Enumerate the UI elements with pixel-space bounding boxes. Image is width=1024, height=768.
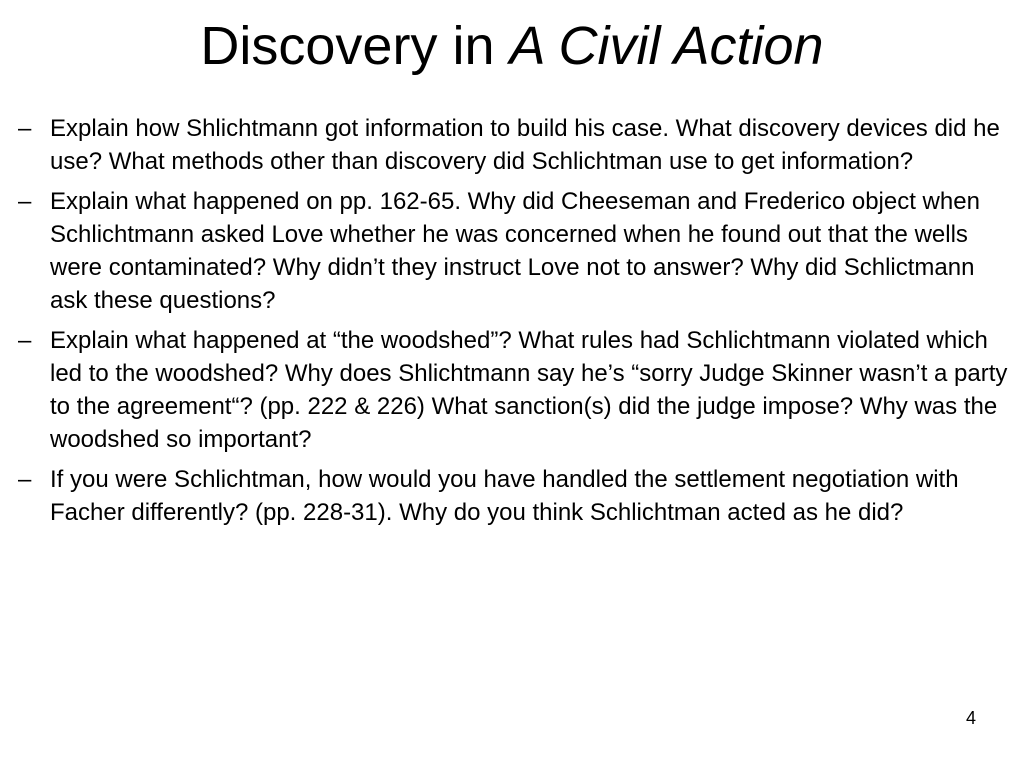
bullet-text: Explain how Shlichtmann got information to build his case. What discovery devices did he use? What methods other than discovery did Schlichtman use to get information? <box>50 115 1000 175</box>
bullet-text: Explain what happened at “the woodshed”? What rules had Schlichtmann violated which led to the woodshed? Why does Shlichtmann say he’s “sorry Judge Skinner wasn’t a party to the agreement“? (pp. 222 & 226) What sanction(s) did the judge impose? Why was the woodshed so important? <box>50 327 1008 453</box>
bullet-marker: – <box>18 188 32 215</box>
bullet-marker: – <box>18 327 32 354</box>
bullet-item-1 <box>18 112 1012 178</box>
bullet-item-4 <box>18 463 1012 529</box>
title-italic-book: A Civil Action <box>509 16 824 76</box>
bullet-marker: – <box>18 466 32 493</box>
bullet-marker: – <box>18 115 32 142</box>
bullet-item-3 <box>18 324 1012 456</box>
bullet-list <box>18 112 1012 536</box>
bullet-text: If you were Schlichtman, how would you have handled the settlement negotiation with Facher differently? (pp. 228-31). Why do you think Schlichtman acted as he did? <box>50 466 959 526</box>
slide-title <box>0 10 1024 82</box>
title-prefix: Discovery in <box>200 16 510 76</box>
page-number: 4 <box>965 708 976 728</box>
bullet-text: Explain what happened on pp. 162-65. Why did Cheeseman and Frederico object when Schlichtmann asked Love whether he was concerned when he found out that the wells were contaminated? Why didn’t they instruct Love not to answer? Why did Schlictmann ask these questions? <box>50 188 980 314</box>
bullet-item-2 <box>18 185 1012 317</box>
